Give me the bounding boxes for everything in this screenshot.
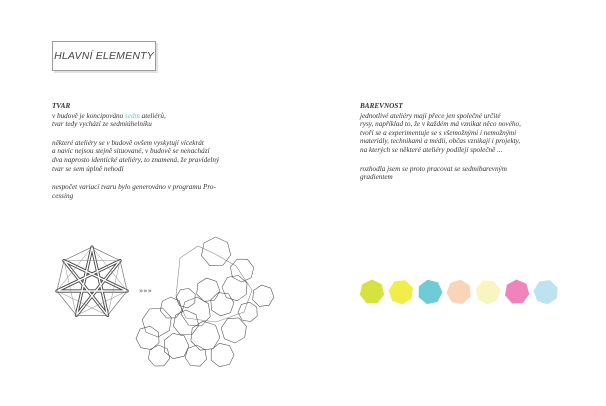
tvar-p1-after: ateliérů, <box>139 111 166 120</box>
palette-swatch <box>505 280 529 304</box>
barevnost-p1-line: jednotlivé ateliéry mají přece jen společné určité <box>360 111 501 120</box>
tvar-p1-line2: tvar tedy vychází ze sedmiúhelníku <box>52 120 152 129</box>
cluster-heptagon <box>142 308 171 337</box>
barevnost-heading: BAREVNOST <box>360 102 403 110</box>
palette-swatch <box>389 280 413 304</box>
cluster-heptagon <box>253 285 274 306</box>
cluster-heptagon <box>185 345 206 366</box>
barevnost-p2-line: gradientem <box>360 173 393 182</box>
barevnost-p1-line: rysy, například to, že v každém má vznikat něco nového, <box>360 120 521 129</box>
tvar-p1-before: v budově je koncipováno <box>52 111 126 120</box>
tvar-p2-line: některé ateliéry se v budově ovšem vyskytují vícekrát <box>52 138 204 147</box>
heptagram-inner <box>57 247 127 315</box>
cluster-heptagon <box>211 293 234 316</box>
cluster-heptagon <box>238 302 257 321</box>
arrow-text: »»» <box>139 287 152 295</box>
barevnost-p2-line: rozhodla jsem se proto pracovat se sedmibarevným <box>360 164 507 173</box>
heptagram-band <box>57 247 127 315</box>
tvar-p3-line: nespočet variací tvaru bylo generováno v programu Pro- <box>52 183 216 192</box>
cluster-heptagon <box>221 318 246 343</box>
heptagon-cluster-icon <box>136 237 274 367</box>
color-palette <box>360 280 558 305</box>
tvar-p2-line: dva naprosto identické ateliéry, to znamená, že pravidelný <box>52 155 220 164</box>
barevnost-p1-line: na kterých se některé ateliéry podílejí společně ... <box>360 145 503 154</box>
page-title: HLAVNÍ ELEMENTY <box>54 50 154 62</box>
heptagram-icon <box>57 247 127 315</box>
palette-swatch <box>476 281 500 305</box>
tvar-p2-line: a navíc nejsou stejně situované, v budově se nenachází <box>52 147 210 156</box>
heptagram-guide <box>57 247 127 315</box>
palette-swatch <box>534 280 558 304</box>
cluster-heptagon <box>211 343 234 366</box>
cluster-heptagon <box>173 310 198 335</box>
tvar-p1-highlight: sedm <box>125 111 140 120</box>
barevnost-p1-line: materiály, technikami a médii, občas vznikají i projekty, <box>360 137 521 146</box>
cluster-heptagon <box>148 345 170 366</box>
cluster-heptagon <box>202 237 231 266</box>
cluster-heptagon <box>222 276 247 301</box>
palette-swatch <box>419 280 443 304</box>
cluster-heptagon <box>197 278 220 301</box>
tvar-p2-line: tvar se sem úplně nehodí <box>52 164 124 173</box>
cluster-heptagon <box>176 288 195 308</box>
heptagon-outline <box>57 247 127 315</box>
tvar-p3-line: cessing <box>52 191 74 200</box>
cluster-heptagon <box>160 297 182 318</box>
palette-swatch <box>360 280 384 304</box>
palette-swatch <box>447 280 471 304</box>
cluster-heptagon <box>164 333 189 358</box>
cluster-heptagon <box>136 326 159 349</box>
tvar-heading: TVAR <box>52 102 71 110</box>
barevnost-p1-line: tvoří se a experimentuje se s všemožnými i nemožnými <box>360 128 517 137</box>
